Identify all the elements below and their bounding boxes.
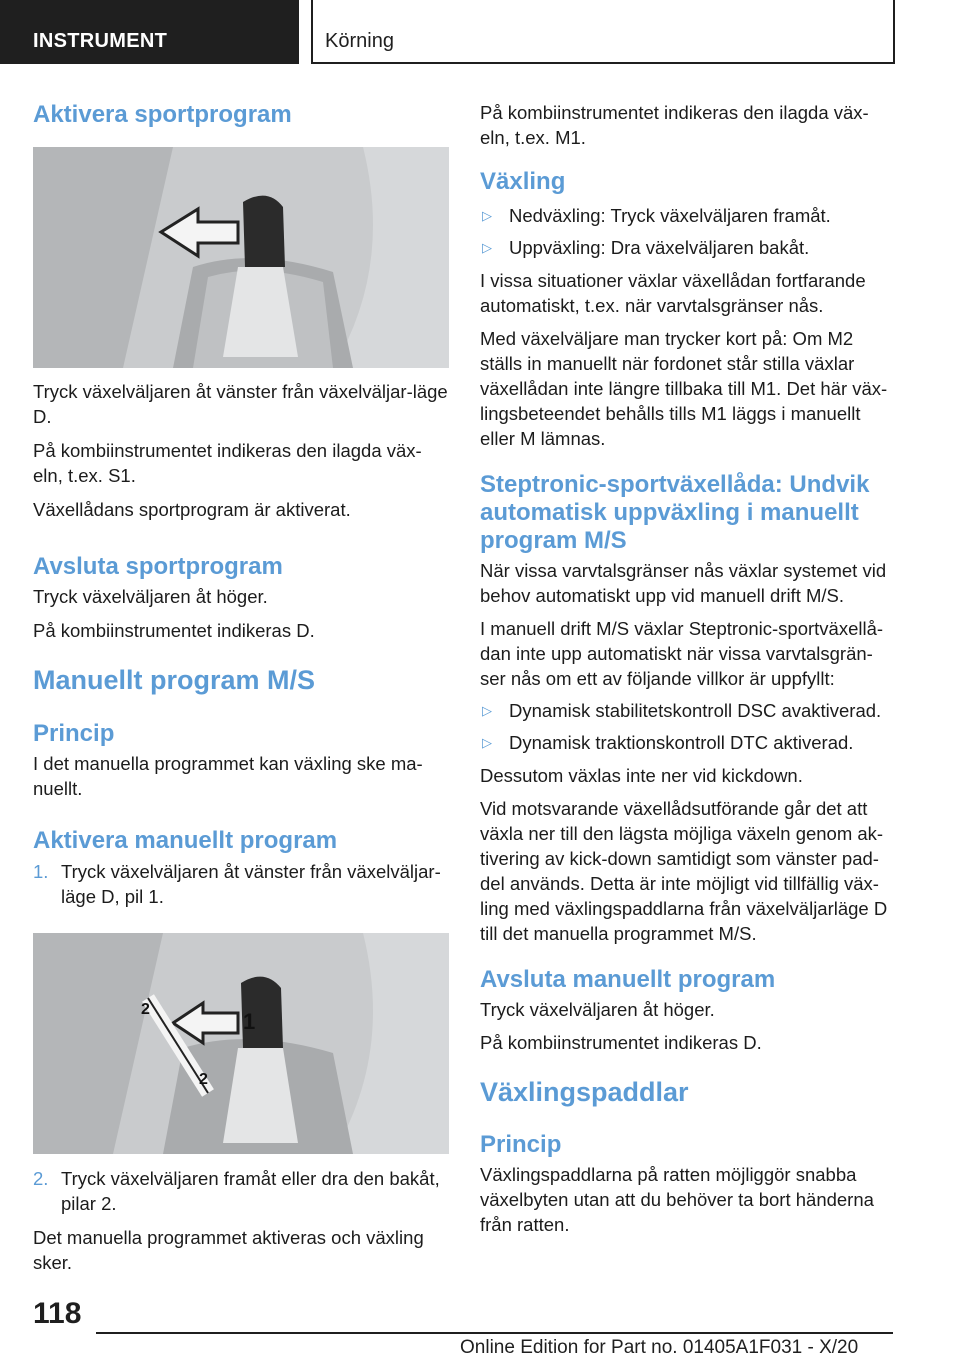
heading-manual-program: Manuellt program M/S bbox=[33, 665, 316, 695]
heading-activate-manual: Aktivera manuellt program bbox=[33, 827, 338, 854]
list-item bbox=[33, 859, 449, 909]
section-title: INSTRUMENT bbox=[33, 30, 168, 52]
heading-end-manual: Avsluta manuellt program bbox=[480, 966, 776, 993]
figure-gear-selector-manual bbox=[33, 933, 449, 1154]
triangle-bullet-icon: ▷ bbox=[482, 703, 492, 718]
right-column bbox=[480, 100, 896, 1237]
heading-princip-paddles: Princip bbox=[480, 1131, 562, 1158]
list-item bbox=[480, 203, 896, 228]
text-end-sport: Tryck växelväljaren åt höger. bbox=[33, 586, 268, 607]
left-column bbox=[33, 100, 449, 1275]
gear-selector-illustration bbox=[33, 147, 449, 368]
shift-list bbox=[480, 203, 896, 260]
text-conditions: I manuell drift M/S växlar Steptronic-sportväxellå-dan inte upp automatiskt när vissa varvtalsgrän-ser nås om ett av följande villkor är uppfyllt: bbox=[480, 618, 884, 689]
arrow-2-label-top: 2 bbox=[141, 1001, 150, 1018]
steps-list-2 bbox=[33, 1166, 449, 1216]
text-end-manual: Tryck växelväljaren åt höger. bbox=[480, 999, 715, 1020]
section-tab[interactable] bbox=[0, 0, 299, 64]
list-item-text: Dynamisk stabilitetskontroll DSC avaktiverad. bbox=[509, 700, 882, 721]
conditions-list bbox=[480, 698, 896, 755]
page-number: 118 bbox=[33, 1297, 82, 1330]
text-end-sport-indicator: På kombiinstrumentet indikeras D. bbox=[33, 620, 315, 641]
breadcrumb[interactable] bbox=[311, 0, 895, 64]
arrow-1-label: 1 bbox=[243, 1009, 256, 1034]
heading-end-sport: Avsluta sportprogram bbox=[33, 553, 283, 580]
step-text: Tryck växelväljaren åt vänster från växelväljar-läge D, pil 1. bbox=[61, 861, 441, 907]
heading-steptronic: Steptronic-sportväxellåda: Undvik automatisk uppväxling i manuellt program M/S bbox=[480, 471, 870, 554]
list-item bbox=[480, 698, 896, 723]
text-short-press: Med växelväljare man trycker kort på: Om M2 ställs in manuellt när fordonet står stilla växlar växellådan inte längre tillbaka till M1. Det här väx-lingsbeteendet behålls tills M1 läggs i manuellt eller M lämnas. bbox=[480, 328, 888, 449]
heading-activate-sport: Aktivera sportprogram bbox=[33, 101, 292, 128]
gear-selector-manual-illustration bbox=[33, 933, 449, 1154]
heading-shifting: Växling bbox=[480, 168, 566, 195]
text-manual-indicator: På kombiinstrumentet indikeras den ilagda väx-eln, t.ex. M1. bbox=[480, 102, 869, 148]
breadcrumb-label: Körning bbox=[325, 30, 394, 52]
footer-edition: Online Edition for Part no. 01405A1F031 - X/20 bbox=[460, 1337, 859, 1358]
step-number: 2. bbox=[33, 1168, 49, 1189]
figure-gear-selector-left bbox=[33, 147, 449, 368]
list-item bbox=[33, 1166, 449, 1216]
triangle-bullet-icon: ▷ bbox=[482, 240, 492, 255]
triangle-bullet-icon: ▷ bbox=[482, 208, 492, 223]
text-sport-indicator: På kombiinstrumentet indikeras den ilagda väx-eln, t.ex. S1. bbox=[33, 440, 422, 486]
footer-divider bbox=[96, 1332, 893, 1334]
triangle-bullet-icon: ▷ bbox=[482, 735, 492, 750]
heading-paddles: Växlingspaddlar bbox=[480, 1077, 689, 1107]
text-auto-shift: I vissa situationer växlar växellådan fortfarande automatiskt, t.ex. när varvtalsgränser nås. bbox=[480, 270, 866, 316]
arrow-2-label-bottom: 2 bbox=[199, 1071, 208, 1088]
list-item-text: Uppväxling: Dra växelväljaren bakåt. bbox=[509, 237, 810, 258]
step-text: Tryck växelväljaren framåt eller dra den bakåt, pilar 2. bbox=[61, 1168, 440, 1214]
text-sport-instruction: Tryck växelväljaren åt vänster från växelväljar-läge D. bbox=[33, 381, 448, 427]
text-end-manual-indicator: På kombiinstrumentet indikeras D. bbox=[480, 1032, 762, 1053]
text-manual-active: Det manuella programmet aktiveras och växling sker. bbox=[33, 1227, 424, 1273]
text-sport-active: Växellådans sportprogram är aktiverat. bbox=[33, 499, 351, 520]
list-item bbox=[480, 730, 896, 755]
text-paddles-princip: Växlingspaddlarna på ratten möjliggör snabba växelbyten utan att du behöver ta bort händerna från ratten. bbox=[480, 1164, 874, 1235]
list-item-text: Dynamisk traktionskontroll DTC aktiverad. bbox=[509, 732, 854, 753]
list-item-text: Nedväxling: Tryck växelväljaren framåt. bbox=[509, 205, 831, 226]
heading-princip: Princip bbox=[33, 720, 115, 747]
text-kickdown: Dessutom växlas inte ner vid kickdown. bbox=[480, 765, 803, 786]
text-rev-limits: När vissa varvtalsgränser nås växlar systemet vid behov automatiskt upp vid manuell drift M/S. bbox=[480, 560, 887, 606]
list-item bbox=[480, 235, 896, 260]
text-paddle-downshift: Vid motsvarande växellådsutförande går det att växla ner till den lägsta möjliga växeln genom ak-tivering av kick-down samtidigt som vänster pad-del används. Detta är inte möjligt vid tillfällig väx-ling med växlingspaddlarna från växelväljarläge D till det manuella programmet M/S. bbox=[480, 798, 888, 944]
step-number: 1. bbox=[33, 861, 49, 882]
steps-list bbox=[33, 859, 449, 909]
text-manual-princip: I det manuella programmet kan växling ske ma-nuellt. bbox=[33, 753, 423, 799]
